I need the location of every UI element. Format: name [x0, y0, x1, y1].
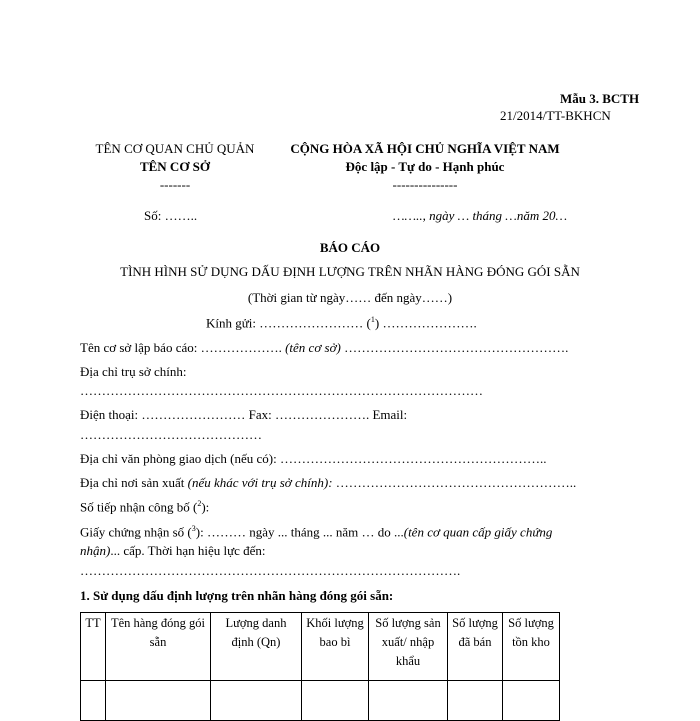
production-address-line: Địa chỉ nơi sản xuất (nếu khác với trụ sở chính): ………………………………………………..	[80, 475, 577, 490]
header-sold-quantity: Số lượng đã bán	[448, 613, 503, 681]
country-name: CỘNG HÒA XÃ HỘI CHỦ NGHĨA VIỆT NAM	[290, 141, 560, 156]
header-production-quantity: Số lượng sản xuất/ nhập khẩu	[369, 613, 448, 681]
section-1-heading: 1. Sử dụng dấu định lượng trên nhãn hàng đóng gói sẵn:	[80, 588, 394, 603]
certificate-dots: …………………………………………………………………………….	[80, 563, 461, 578]
document-number: Số: ……..	[144, 208, 198, 223]
table-header-row	[81, 613, 560, 681]
page-title: BÁO CÁO	[319, 240, 381, 255]
header-tt: TT	[81, 613, 106, 681]
document-date: …….., ngày … tháng …năm 20…	[393, 208, 568, 223]
usage-table	[80, 612, 560, 721]
table-cell	[369, 681, 448, 721]
facility-name: TÊN CƠ SỞ	[139, 159, 211, 174]
motto: Độc lập - Tự do - Hạnh phúc	[345, 159, 505, 174]
head-office-label: Địa chỉ trụ sở chính:	[80, 364, 187, 379]
table-cell	[448, 681, 503, 721]
header-product-name: Tên hàng đóng gói sẵn	[106, 613, 211, 681]
left-rule: -------	[159, 177, 191, 192]
head-office-dots: …………………………………………………………………………………	[80, 383, 483, 398]
addressee: Kính gửi: …………………… ($^1$) ………………….	[206, 315, 477, 331]
agency-name: TÊN CƠ QUAN CHỦ QUẢN	[95, 141, 255, 156]
right-rule: ---------------	[392, 177, 458, 192]
header-package-weight: Khối lượng bao bì	[302, 613, 369, 681]
circular-number: 21/2014/TT-BKHCN	[500, 108, 611, 123]
phone-fax-email-line: Điện thoại: …………………… Fax: …………………. Email:	[80, 407, 408, 422]
reporting-period: (Thời gian từ ngày…… đến ngày……)	[247, 290, 453, 305]
certificate-line-2: nhận)... cấp. Thời hạn hiệu lực đến:	[80, 543, 266, 558]
table-cell	[503, 681, 560, 721]
table-cell	[81, 681, 106, 721]
left-header	[80, 140, 270, 194]
announcement-number-line: Số tiếp nhận công bố ($^2$):	[80, 499, 210, 515]
header-stock-quantity: Số lượng tồn kho	[503, 613, 560, 681]
table-cell	[106, 681, 211, 721]
table-cell	[211, 681, 302, 721]
table-cell	[302, 681, 369, 721]
form-code: Mẫu 3. BCTH	[560, 91, 640, 106]
facility-name-line: Tên cơ sở lập báo cáo: ………………. (tên cơ sở) …………………………………………….	[80, 340, 569, 355]
right-header	[275, 140, 575, 194]
email-dots: ……………………………………	[80, 427, 262, 442]
page-subtitle: TÌNH HÌNH SỬ DỤNG DẤU ĐỊNH LƯỢNG TRÊN NHÃN HÀNG ĐÓNG GÓI SẴN	[120, 264, 580, 279]
office-address-line: Địa chỉ văn phòng giao dịch (nếu có): ……………………………………………………..	[80, 451, 547, 466]
table-row	[81, 681, 560, 721]
header-nominal-quantity: Lượng danh định (Qn)	[211, 613, 302, 681]
certificate-line-1: Giấy chứng nhận số ($^3$): ……… ngày ... tháng ... năm … do ...(tên cơ quan cấp giấy chứng	[80, 524, 553, 540]
